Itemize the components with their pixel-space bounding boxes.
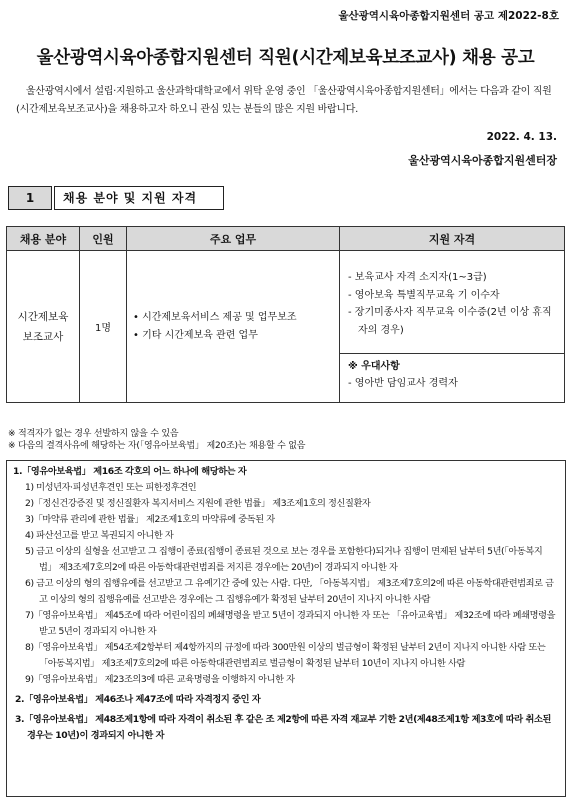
page-title: 울산광역시육아종합지원센터 직원(시간제보육보조교사) 채용 공고 <box>36 48 535 68</box>
preference-block <box>340 353 564 402</box>
disq-item-1: 1.「영유아보육법」 제16조 각호의 어느 하나에 해당하는 자 <box>13 466 247 477</box>
disq-sub-item: 5) 금고 이상의 실형을 선고받고 그 집행이 종료(집행이 종료된 것으로 보는 경우를 포함한다)되거나 집행이 면제된 날부터 5년(「아동복지법」 제3조제7호의2에 따른 아동학대관련범죄를 저지른 경우에는 20년)이 경과되지 아니한 자 <box>25 546 543 573</box>
disq-item-3: 3.「영유아보육법」 제48조제1항에 따라 자격이 취소된 후 같은 조 제2항에 따른 자격 재교부 기한 2년(제48조제1항 제3호에 따라 취소된 경우는 10년)이 경과되지 아니한 자 <box>15 714 551 741</box>
qualification-item: - 영아보육 특별직무교육 기 이수자 <box>348 289 500 301</box>
qualification-item: - 보육교사 자격 소지자(1~3급) <box>348 272 487 283</box>
disq-sub-item: 4) 파산선고를 받고 복권되지 아니한 자 <box>25 530 174 541</box>
disq-sub-item: 1) 미성년자·피성년후견인 또는 피한정후견인 <box>25 482 197 493</box>
table-row <box>7 251 565 403</box>
notice-date: 2022. 4. 13. <box>486 131 557 143</box>
note-item: ※ 다음의 결격사유에 해당하는 자(「영유아보육법」 제20조)는 채용할 수 없음 <box>8 441 306 451</box>
disq-sub-item: 9)「영유아보육법」 제23조의3에 따른 교육명령을 이행하지 아니한 자 <box>25 674 295 685</box>
header-field: 채용 분야 <box>7 227 80 251</box>
count-cell: 1명 <box>80 251 127 403</box>
qualification-list <box>340 251 564 353</box>
disq-item-2: 2.「영유아보육법」 제46조나 제47조에 따라 자격정지 중인 자 <box>15 694 261 705</box>
duty-item: • 기타 시간제보육 관련 업무 <box>133 329 258 341</box>
field-cell <box>7 251 80 403</box>
header-qualifications: 지원 자격 <box>340 227 565 251</box>
note-item: ※ 적격자가 없는 경우 선발하지 않을 수 있음 <box>8 429 179 439</box>
notice-number: 울산광역시육아종합지원센터 공고 제2022-8호 <box>338 10 559 22</box>
disq-sub-item: 3)「마약류 관리에 관한 법률」 제2조제1호의 마약류에 중독된 자 <box>25 514 275 525</box>
recruitment-table <box>6 226 565 403</box>
disqualification-box <box>6 460 566 797</box>
section-number: 1 <box>8 186 52 210</box>
notes <box>8 428 305 452</box>
disq-sub-item: 2)「정신건강증진 및 정신질환자 복지서비스 지원에 관한 법률」 제3조제1호의 정신질환자 <box>25 498 371 509</box>
qualification-item: - 장기미종사자 직무교육 이수증(2년 이상 휴직자의 경우) <box>348 307 552 336</box>
disq-sub-item: 7)「영유아보육법」 제45조에 따라 어린이집의 폐쇄명령을 받고 5년이 경과되지 아니한 자 또는 「유아교육법」 제32조에 따라 폐쇄명령을 받고 5년이 경과되지 아니한 자 <box>25 610 556 637</box>
field-line: 보조교사 <box>22 330 64 343</box>
section-title: 채용 분야 및 지원 자격 <box>54 186 224 210</box>
header-duties: 주요 업무 <box>127 227 340 251</box>
preference-title: ※ 우대사항 <box>348 361 400 372</box>
disq-sub-item: 8)「영유아보육법」 제54조제2항부터 제4항까지의 규정에 따라 300만원 이상의 벌금형이 확정된 날부터 2년이 지나지 아니한 사람 또는 「아동복지법」 제3조제7호의2에 따른 아동학대관련범죄로 벌금형이 확정된 날부터 10년이 지나지 아니한 사람 <box>25 642 546 669</box>
duties-cell <box>127 251 340 403</box>
table-header-row <box>7 227 565 251</box>
preference-item: - 영아반 담임교사 경력자 <box>348 378 458 389</box>
disq-sub-item: 6) 금고 이상의 형의 집행유예를 선고받고 그 유예기간 중에 있는 사람. 다만, 「아동복지법」 제3조제7호의2에 따른 아동학대관련범죄로 금고 이상의 형의 집행유예를 선고받은 경우에는 그 집행유예가 확정된 날부터 20년이 지나지 아니한 사람 <box>25 578 554 605</box>
header-count: 인원 <box>80 227 127 251</box>
organization-name: 울산광역시육아종합지원센터장 <box>408 154 557 167</box>
intro-paragraph: 울산광역시에서 설립·지원하고 울산과학대학교에서 위탁 운영 중인 「울산광역시육아종합지원센터」에서는 다음과 같이 직원(시간제보육보조교사)을 채용하고자 하오니 관심 있는 분들의 많은 지원 바랍니다. <box>16 86 552 115</box>
duty-item: • 시간제보육서비스 제공 및 업무보조 <box>133 311 297 323</box>
qualifications-cell <box>340 251 565 403</box>
field-line: 시간제보육 <box>17 310 69 323</box>
